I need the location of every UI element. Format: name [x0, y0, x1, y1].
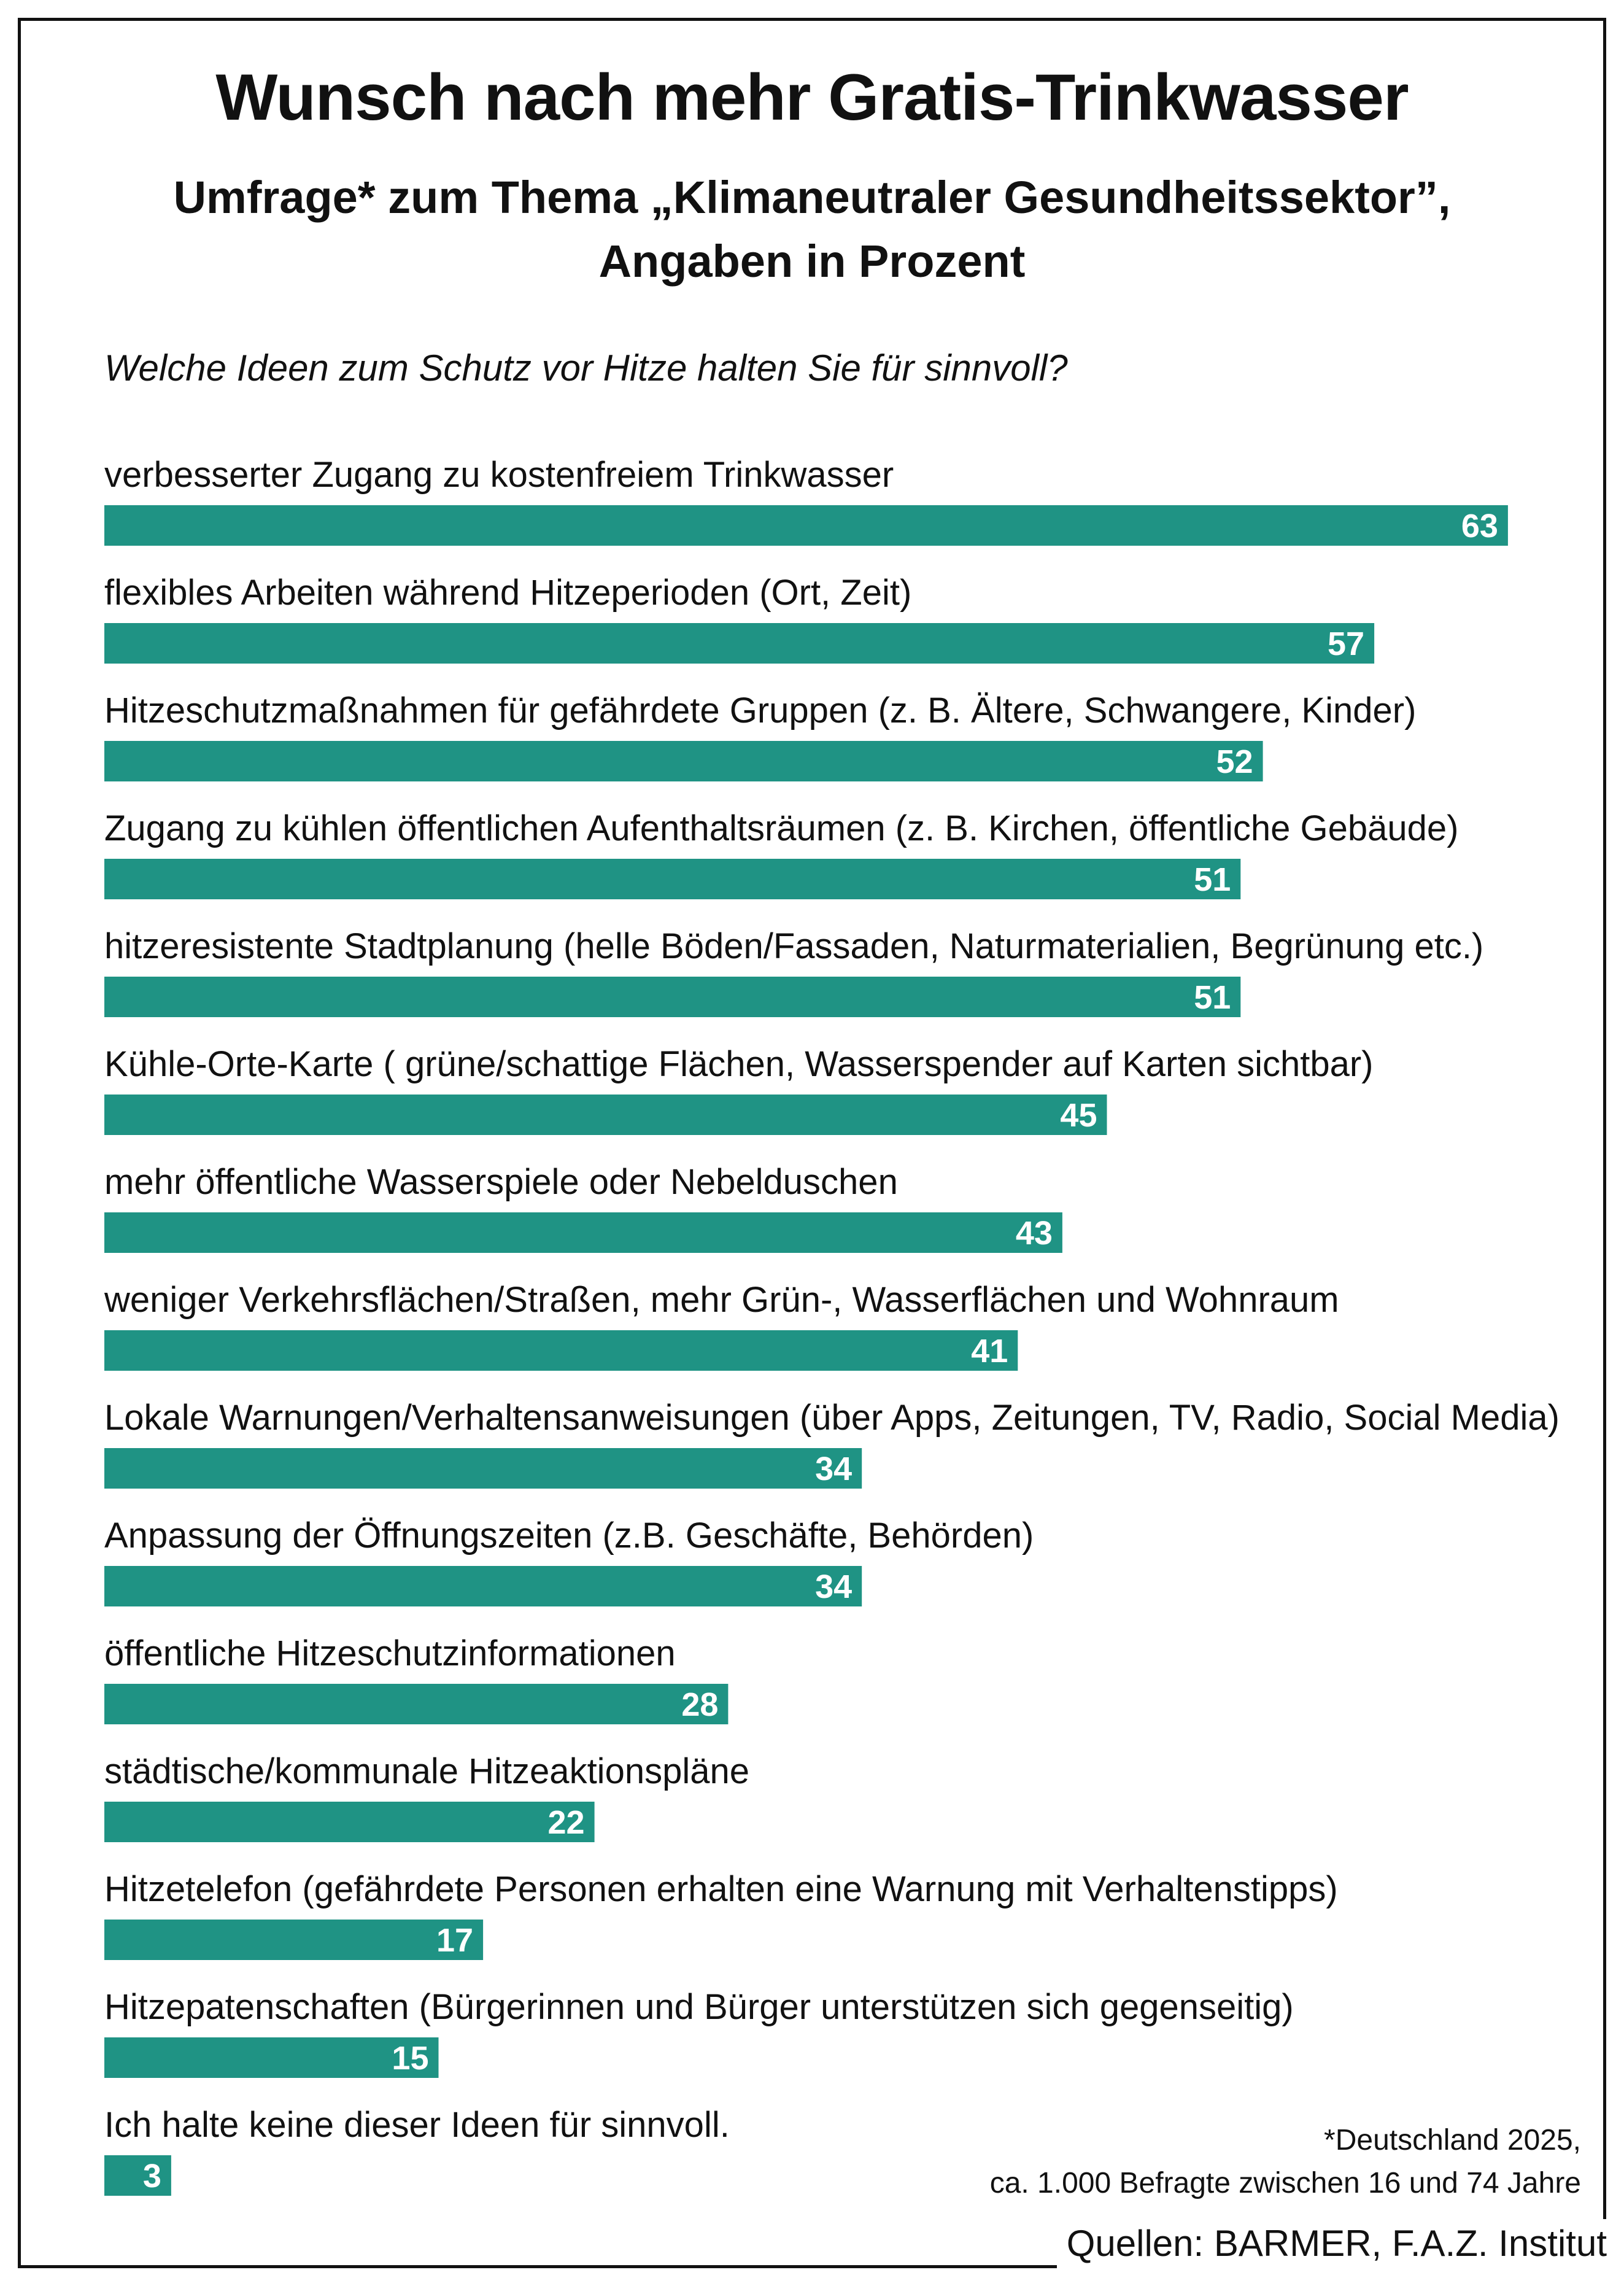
- bar: [104, 1684, 728, 1724]
- bar: [104, 1448, 862, 1489]
- bar-value-label: 43: [1015, 1215, 1053, 1252]
- category-label: Anpassung der Öffnungszeiten (z.B. Geschäfte, Behörden): [104, 1516, 1034, 1556]
- bar-value-label: 15: [392, 2040, 429, 2077]
- category-label: Hitzeschutzmaßnahmen für gefährdete Gruppen (z. B. Ältere, Schwangere, Kinder): [104, 691, 1417, 730]
- subtitle-line-2: Angaben in Prozent: [598, 236, 1026, 287]
- survey-question: Welche Ideen zum Schutz vor Hitze halten Sie für sinnvoll?: [104, 347, 1068, 389]
- category-label: hitzeresistente Stadtplanung (helle Böden/Fassaden, Naturmaterialien, Begrünung etc.): [104, 926, 1484, 966]
- bar: [104, 859, 1240, 899]
- bar-value-label: 34: [815, 1451, 853, 1487]
- category-label: Zugang zu kühlen öffentlichen Aufenthaltsräumen (z. B. Kirchen, öffentliche Gebäude): [104, 808, 1459, 848]
- source-box: [1057, 2219, 1607, 2268]
- bar-value-label: 34: [815, 1568, 853, 1605]
- footnote-line-2: ca. 1.000 Befragte zwischen 16 und 74 Jahre: [989, 2167, 1581, 2199]
- bar: [104, 977, 1240, 1017]
- bar: [104, 623, 1374, 664]
- bar: [104, 2037, 439, 2078]
- category-label: flexibles Arbeiten während Hitzeperioden (Ort, Zeit): [104, 573, 912, 613]
- bar-value-label: 45: [1060, 1097, 1097, 1134]
- category-label: mehr öffentliche Wasserspiele oder Nebelduschen: [104, 1162, 898, 1202]
- category-label: Kühle-Orte-Karte ( grüne/schattige Flächen, Wasserspender auf Karten sichtbar): [104, 1044, 1374, 1084]
- category-label: weniger Verkehrsflächen/Straßen, mehr Grün-, Wasserflächen und Wohnraum: [104, 1280, 1339, 1320]
- bar-value-label: 63: [1461, 508, 1498, 544]
- bar-value-label: 17: [436, 1922, 474, 1959]
- bar-value-label: 51: [1194, 861, 1231, 898]
- source-note: Quellen: BARMER, F.A.Z. Institut: [1066, 2223, 1607, 2264]
- bar: [104, 1566, 862, 1606]
- chart-title: Wunsch nach mehr Gratis-Trinkwasser: [215, 60, 1409, 134]
- category-label: Lokale Warnungen/Verhaltensanweisungen (über Apps, Zeitungen, TV, Radio, Social Media): [104, 1398, 1560, 1438]
- category-label: Ich halte keine dieser Ideen für sinnvoll.: [104, 2105, 730, 2145]
- category-label: verbesserter Zugang zu kostenfreiem Trinkwasser: [104, 455, 894, 495]
- bar-value-label: 41: [971, 1333, 1008, 1370]
- bar-value-label: 28: [681, 1686, 719, 1723]
- footnote: [990, 2119, 1581, 2205]
- bar: [104, 1095, 1107, 1135]
- subtitle-line-1: Umfrage* zum Thema „Klimaneutraler Gesundheitssektor”,: [173, 172, 1451, 223]
- bar-value-label: 22: [547, 1804, 585, 1841]
- bar: [104, 1802, 595, 1842]
- category-label: Hitzetelefon (gefährdete Personen erhalten eine Warnung mit Verhaltenstipps): [104, 1869, 1338, 1909]
- bar: [104, 741, 1263, 781]
- bar: [104, 1330, 1018, 1371]
- bar: [104, 505, 1508, 546]
- bar: [104, 1920, 483, 1960]
- category-label: öffentliche Hitzeschutzinformationen: [104, 1633, 676, 1673]
- bar-value-label: 52: [1216, 743, 1253, 780]
- bar-value-label: 51: [1194, 979, 1231, 1016]
- category-label: Hitzepatenschaften (Bürgerinnen und Bürger unterstützen sich gegenseitig): [104, 1987, 1294, 2027]
- bar-value-label: 57: [1328, 626, 1365, 662]
- bar-value-label: 3: [142, 2158, 161, 2195]
- footnote-line-1: *Deutschland 2025,: [1324, 2124, 1581, 2156]
- bar: [104, 1212, 1062, 1253]
- category-label: städtische/kommunale Hitzeaktionspläne: [104, 1751, 749, 1791]
